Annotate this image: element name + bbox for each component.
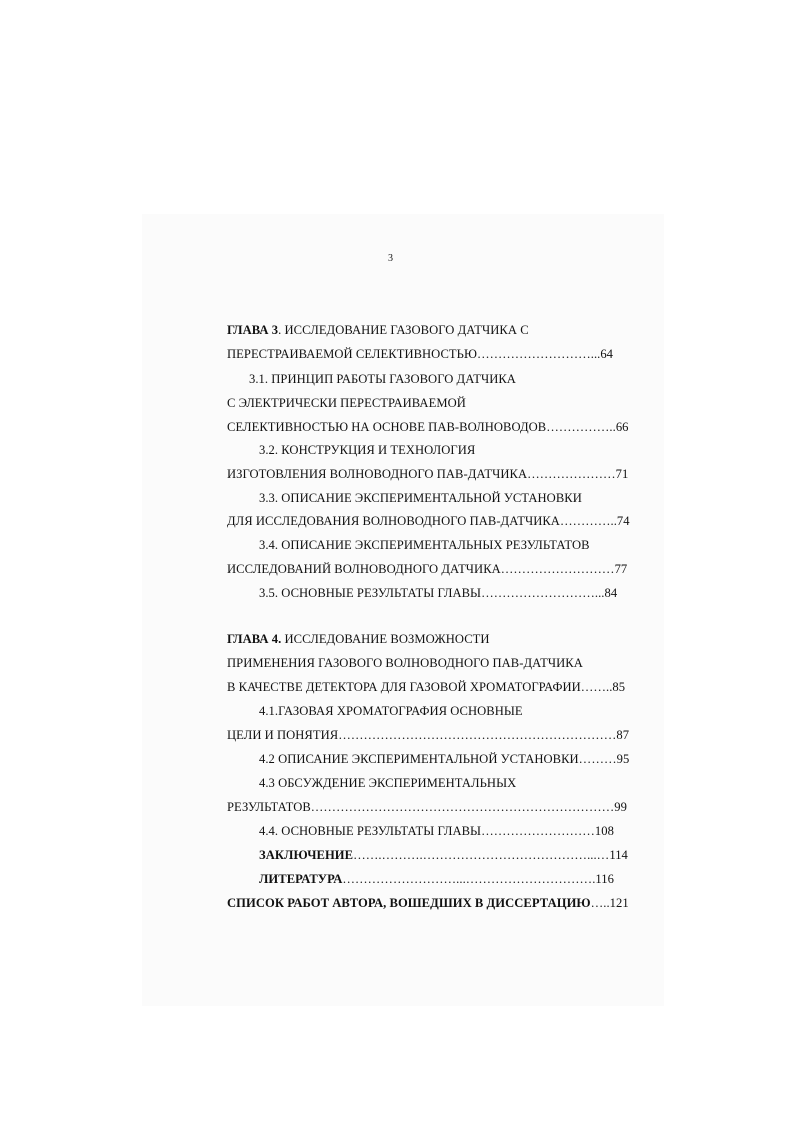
toc-entry: 3.2. КОНСТРУКЦИЯ И ТЕХНОЛОГИЯ bbox=[259, 443, 476, 457]
toc-entry: 4.3 ОБСУЖДЕНИЕ ЭКСПЕРИМЕНТАЛЬНЫХ bbox=[259, 776, 517, 790]
page-number: 3 bbox=[388, 253, 393, 264]
toc-conclusion-leader: …….……….…………………………………...…114 bbox=[353, 848, 628, 862]
toc-chapter-4-heading bbox=[227, 631, 490, 647]
toc-entry: СЕЛЕКТИВНОСТЬЮ НА ОСНОВЕ ПАВ-ВОЛНОВОДОВ……………..66 bbox=[227, 420, 629, 434]
toc-entry: В КАЧЕСТВЕ ДЕТЕКТОРА ДЛЯ ГАЗОВОЙ ХРОМАТОГРАФИИ……..85 bbox=[227, 680, 626, 694]
toc-entry: ПЕРЕСТРАИВАЕМОЙ СЕЛЕКТИВНОСТЬЮ………………………...64 bbox=[227, 347, 614, 361]
toc-chapter-3-heading bbox=[227, 322, 529, 338]
toc-chapter-3-label: ГЛАВА 3 bbox=[227, 323, 279, 337]
toc-references bbox=[259, 871, 614, 887]
toc-author-publications bbox=[227, 895, 629, 911]
toc-conclusion-label: ЗАКЛЮЧЕНИЕ bbox=[259, 848, 354, 862]
toc-author-publications-label: СПИСОК РАБОТ АВТОРА, ВОШЕДШИХ В ДИССЕРТАЦИЮ bbox=[227, 896, 591, 910]
toc-entry: ИССЛЕДОВАНИЙ ВОЛНОВОДНОГО ДАТЧИКА………………………77 bbox=[227, 562, 628, 576]
toc-author-publications-leader: …..121 bbox=[590, 896, 629, 910]
toc-entry: 4.2 ОПИСАНИЕ ЭКСПЕРИМЕНТАЛЬНОЙ УСТАНОВКИ………95 bbox=[259, 752, 630, 766]
toc-entry: 3.5. ОСНОВНЫЕ РЕЗУЛЬТАТЫ ГЛАВЫ………………………...84 bbox=[259, 586, 618, 600]
toc-entry: С ЭЛЕКТРИЧЕСКИ ПЕРЕСТРАИВАЕМОЙ bbox=[227, 396, 466, 410]
toc-conclusion bbox=[259, 847, 628, 863]
toc-entry: ПРИМЕНЕНИЯ ГАЗОВОГО ВОЛНОВОДНОГО ПАВ-ДАТЧИКА bbox=[227, 656, 583, 670]
toc-entry: ДЛЯ ИССЛЕДОВАНИЯ ВОЛНОВОДНОГО ПАВ-ДАТЧИКА…………..74 bbox=[227, 514, 630, 528]
toc-entry: ИЗГОТОВЛЕНИЯ ВОЛНОВОДНОГО ПАВ-ДАТЧИКА…………………71 bbox=[227, 467, 629, 481]
toc-entry: 3.1. ПРИНЦИП РАБОТЫ ГАЗОВОГО ДАТЧИКА bbox=[249, 372, 516, 386]
toc-entry: 4.4. ОСНОВНЫЕ РЕЗУЛЬТАТЫ ГЛАВЫ………………………108 bbox=[259, 824, 614, 838]
toc-references-leader: ………………………...………………………….116 bbox=[342, 872, 614, 886]
toc-entry: ЦЕЛИ И ПОНЯТИЯ…………………………………………………………87 bbox=[227, 728, 630, 742]
toc-entry: 4.1.ГАЗОВАЯ ХРОМАТОГРАФИЯ ОСНОВНЫЕ bbox=[259, 704, 523, 718]
toc-chapter-3-title: . ИССЛЕДОВАНИЕ ГАЗОВОГО ДАТЧИКА С bbox=[278, 323, 529, 337]
toc-entry: 3.3. ОПИСАНИЕ ЭКСПЕРИМЕНТАЛЬНОЙ УСТАНОВКИ bbox=[259, 491, 582, 505]
toc-chapter-4-label: ГЛАВА 4. bbox=[227, 632, 282, 646]
toc-references-label: ЛИТЕРАТУРА bbox=[259, 872, 343, 886]
toc-chapter-4-title: ИССЛЕДОВАНИЕ ВОЗМОЖНОСТИ bbox=[281, 632, 490, 646]
toc-entry: РЕЗУЛЬТАТОВ………………………………………………………………99 bbox=[227, 800, 627, 814]
toc-entry: 3.4. ОПИСАНИЕ ЭКСПЕРИМЕНТАЛЬНЫХ РЕЗУЛЬТАТОВ bbox=[259, 538, 590, 552]
